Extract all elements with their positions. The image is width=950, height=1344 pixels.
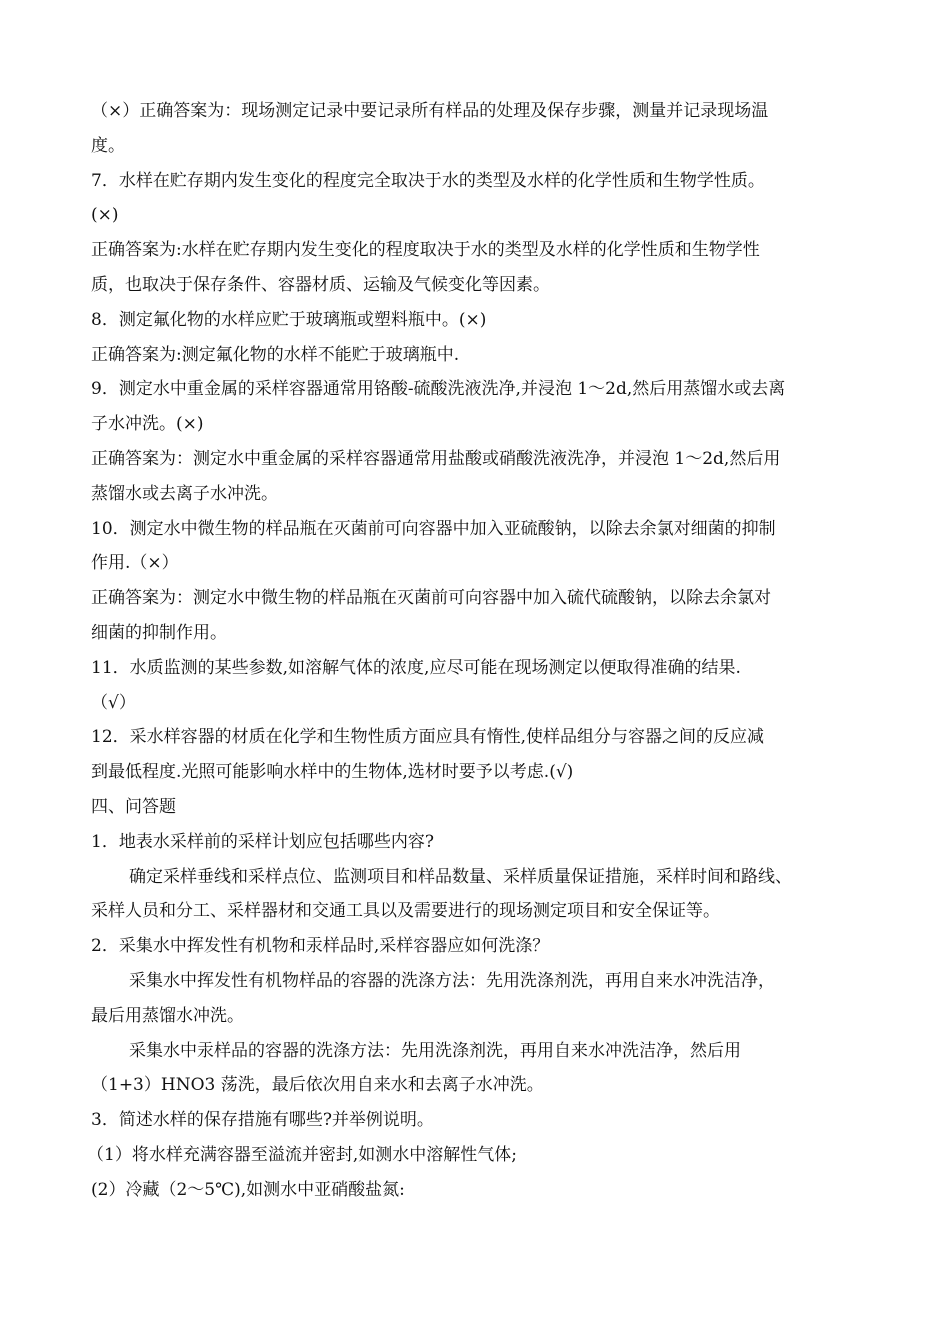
correct-answer-8: 正确答案为:测定氟化物的水样不能贮于玻璃瓶中. — [91, 344, 460, 365]
qa-question-2: 2．采集水中挥发性有机物和汞样品时,采样容器应如何洗涤？ — [91, 936, 550, 957]
document-page — [87, 94, 881, 1208]
text-line: 蒸馏水或去离子水冲洗。 — [91, 483, 278, 504]
qa-answer-3-item-2: (2）冷藏（2～5℃),如测水中亚硝酸盐氮: — [91, 1179, 405, 1200]
correct-answer-7: 正确答案为:水样在贮存期内发生变化的程度取决于水的类型及水样的化学性质和生物学性 — [91, 240, 760, 261]
text-line: 质，也取决于保存条件、容器材质、运输及气候变化等因素。 — [91, 274, 550, 295]
question-11: 11．水质监测的某些参数,如溶解气体的浓度,应尽可能在现场测定以便取得准确的结果. — [91, 657, 741, 678]
text-line: （1+3）HNO3 荡洗，最后依次用自来水和去离子水冲洗。 — [91, 1075, 544, 1096]
section-heading: 四、问答题 — [91, 796, 176, 817]
text-line: 采样人员和分工、采样器材和交通工具以及需要进行的现场测定项目和安全保证等。 — [91, 901, 720, 922]
text-line: 子水冲洗。(×) — [91, 414, 204, 435]
question-9: 9．测定水中重金属的采样容器通常用铬酸-硫酸洗液洗净,并浸泡 1～2d,然后用蒸馏水或去离 — [91, 379, 786, 400]
question-12: 12．采水样容器的材质在化学和生物性质方面应具有惰性,使样品组分与容器之间的反应减 — [91, 727, 765, 748]
qa-answer-1: 确定采样垂线和采样点位、监测项目和样品数量、采样质量保证措施，采样时间和路线、 — [129, 866, 792, 887]
qa-answer-3-item-1: （1）将水样充满容器至溢流并密封,如测水中溶解性气体; — [87, 1144, 517, 1165]
qa-answer-2b: 采集水中汞样品的容器的洗涤方法：先用洗涤剂洗，再用自来水冲洗洁净，然后用 — [129, 1040, 741, 1061]
text-line: 到最低程度.光照可能影响水样中的生物体,选材时要予以考虑.(√) — [91, 762, 574, 783]
question-10: 10．测定水中微生物的样品瓶在灭菌前可向容器中加入亚硫酸钠，以除去余氯对细菌的抑制 — [91, 518, 776, 539]
question-7: 7．水样在贮存期内发生变化的程度完全取决于水的类型及水样的化学性质和生物学性质。 — [91, 170, 765, 191]
correct-answer-9: 正确答案为：测定水中重金属的采样容器通常用盐酸或硝酸洗液洗净，并浸泡 1～2d,然后用 — [91, 448, 781, 469]
qa-answer-2a: 采集水中挥发性有机物样品的容器的洗涤方法：先用洗涤剂洗，再用自来水冲洗洁净， — [129, 970, 775, 991]
text-line: 最后用蒸馏水冲洗。 — [91, 1005, 244, 1026]
qa-question-3: 3．简述水样的保存措施有哪些?并举例说明。 — [91, 1110, 434, 1131]
text-line: 作用.（×） — [91, 553, 179, 574]
correct-answer-10: 正确答案为：测定水中微生物的样品瓶在灭菌前可向容器中加入硫代硫酸钠，以除去余氯对 — [91, 588, 771, 609]
answer-mark: (×) — [91, 205, 119, 226]
text-line: （×）正确答案为：现场测定记录中要记录所有样品的处理及保存步骤，测量并记录现场温 — [91, 101, 769, 121]
text-line: 细菌的抑制作用。 — [91, 622, 227, 643]
text-line: 度。 — [91, 135, 125, 156]
qa-question-1: 1．地表水采样前的采样计划应包括哪些内容? — [91, 831, 434, 852]
question-8: 8．测定氟化物的水样应贮于玻璃瓶或塑料瓶中。(×) — [91, 309, 487, 330]
answer-mark: （√） — [91, 692, 136, 713]
